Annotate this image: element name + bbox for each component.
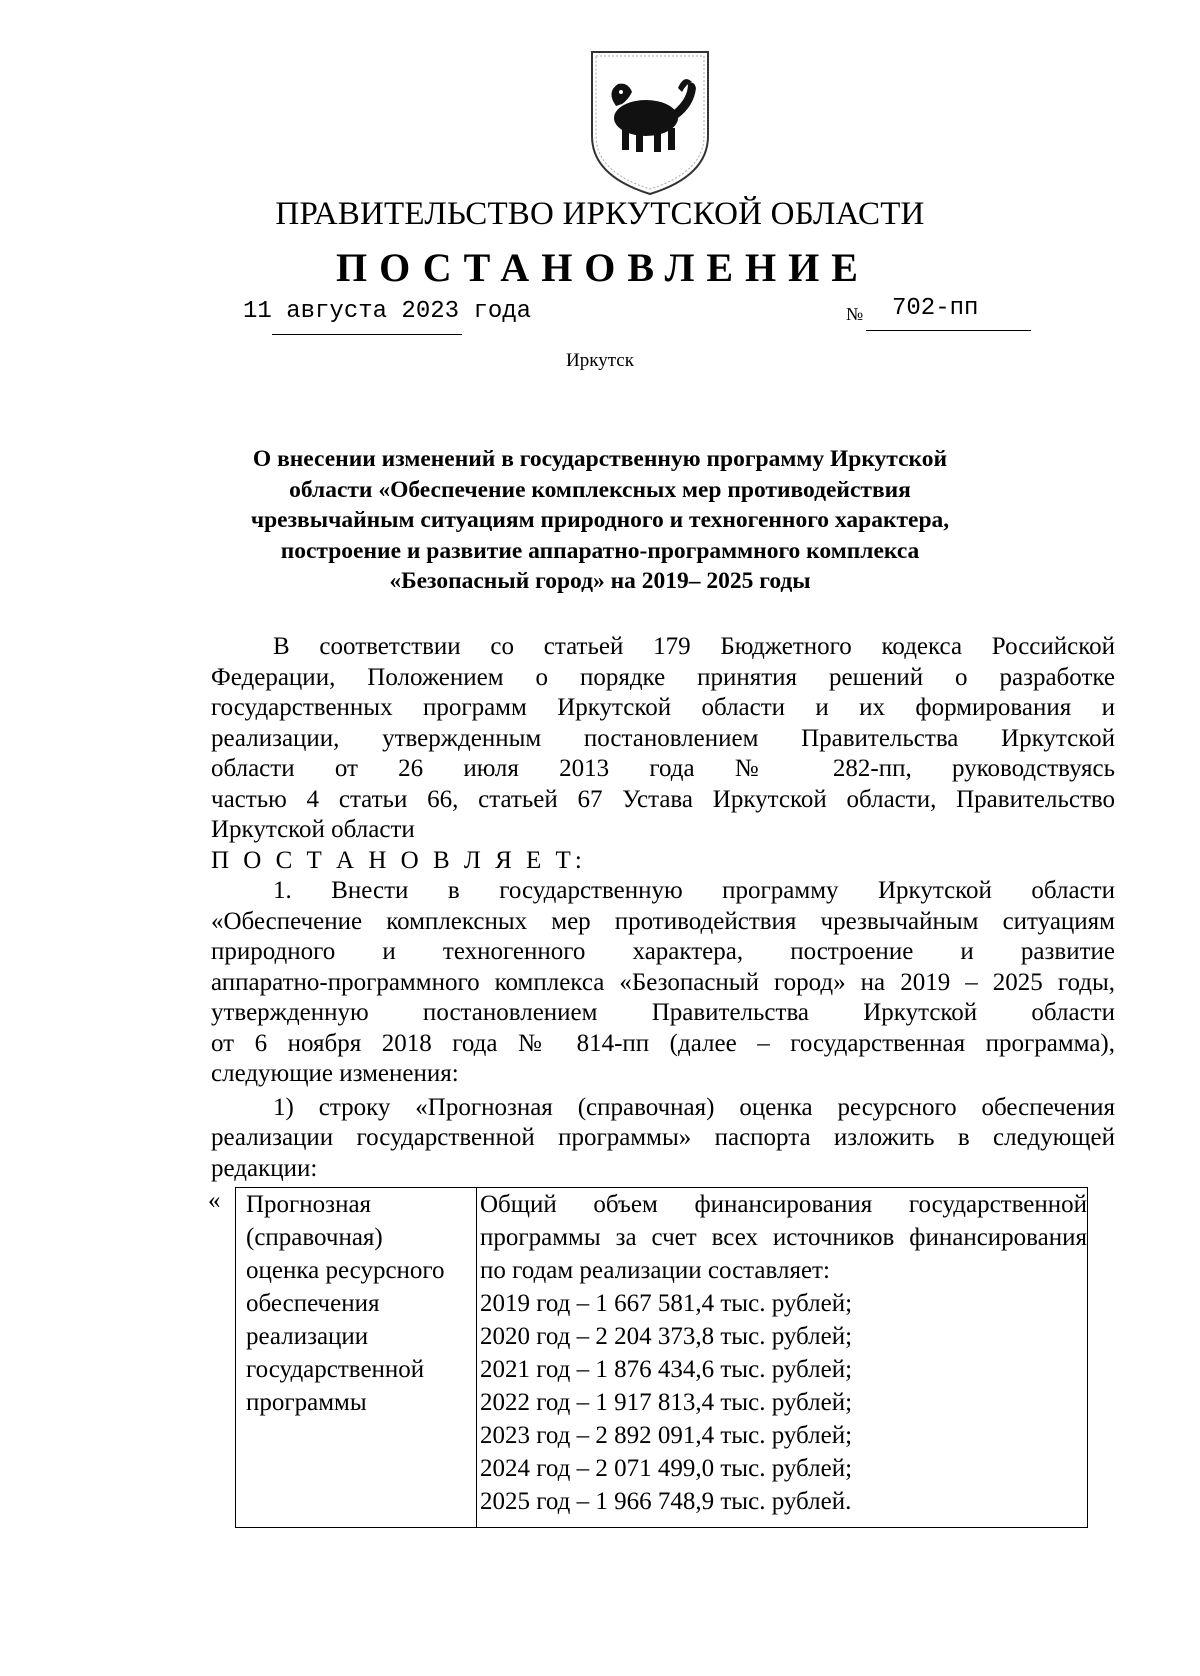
passport-row <box>236 1188 1088 1528</box>
funding-year-line: 2020 год – 2 204 373,8 тыс. рублей; <box>480 1323 853 1350</box>
subject-line: построение и развитие аппаратно-программного комплекса <box>280 537 920 564</box>
label-line: обеспечения <box>246 1290 380 1317</box>
subject-line: «Безопасный город» на 2019– 2025 годы <box>389 568 811 594</box>
label-line: оценка ресурсного <box>246 1257 445 1284</box>
label-line: государственной <box>246 1356 425 1383</box>
coat-of-arms-emblem <box>588 48 712 198</box>
funding-year-line: 2025 год – 1 966 748,9 тыс. рублей. <box>480 1488 852 1515</box>
document-number: 702-пп <box>892 295 979 322</box>
subject-line: области «Обеспечение комплексных мер противодействия <box>289 476 911 503</box>
funding-year-line: 2021 год – 1 876 434,6 тыс. рублей; <box>480 1356 853 1383</box>
funding-year-line: 2023 год – 2 892 091,4 тыс. рублей; <box>480 1422 853 1449</box>
number-sign: № <box>846 304 864 324</box>
passport-row-value <box>477 1188 1088 1528</box>
passport-table <box>235 1187 1088 1528</box>
preamble-line: государственных программ Иркутской области и их формирования и <box>211 694 1115 721</box>
item1-line: 1. Внести в государственную программу Иркутской области <box>273 877 1115 904</box>
subitem1-line: редакции: <box>211 1154 318 1182</box>
government-title: ПРАВИТЕЛЬСТВО ИРКУТСКОЙ ОБЛАСТИ <box>275 196 925 232</box>
item1-line: следующие изменения: <box>211 1060 459 1087</box>
preamble-paragraph <box>211 632 1115 1184</box>
item1-line: утвержденную постановлением Правительства Иркутской области <box>211 999 1115 1026</box>
label-line: (справочная) <box>246 1224 383 1251</box>
opening-quote: « <box>208 1187 221 1214</box>
funding-year-line: 2022 год – 1 917 813,4 тыс. рублей; <box>480 1389 853 1416</box>
subject-line: О внесении изменений в государственную программу Иркутской <box>252 446 948 472</box>
preamble-line: Федерации, Положением о порядке принятия решений о разработке <box>211 663 1115 691</box>
document-subject <box>240 444 960 597</box>
value-line: по годам реализации составляет: <box>480 1257 830 1284</box>
funding-year-line: 2019 год – 1 667 581,4 тыс. рублей; <box>480 1290 853 1317</box>
passport-row-label <box>236 1188 477 1528</box>
preamble-line: Иркутской области <box>211 816 415 843</box>
value-line: Общий объем финансирования государственной <box>480 1191 1087 1218</box>
subject-line: чрезвычайным ситуациям природного и техногенного характера, <box>250 507 950 533</box>
item1-line: аппаратно-программного комплекса «Безопасный город» на 2019 – 2025 годы, <box>211 968 1115 996</box>
label-line: реализации <box>246 1323 369 1350</box>
date-underline <box>272 334 462 335</box>
document-date: 11 августа 2023 года <box>243 298 532 325</box>
label-line: Прогнозная <box>246 1191 372 1218</box>
document-type-title: ПОСТАНОВЛЕНИЕ <box>336 245 870 290</box>
subitem1-line: 1) строку «Прогнозная (справочная) оценка ресурсного обеспечения <box>273 1093 1115 1121</box>
item1-line: от 6 ноября 2018 года № 814-пп (далее – государственная программа), <box>211 1029 1115 1057</box>
item1-line: «Обеспечение комплексных мер противодействия чрезвычайным ситуациям <box>211 907 1115 935</box>
subitem1-line: реализации государственной программы» паспорта изложить в следующей <box>211 1124 1115 1151</box>
preamble-line: реализации, утвержденным постановлением Правительства Иркутской <box>211 724 1115 752</box>
number-underline <box>866 330 1031 331</box>
document-city: Иркутск <box>566 350 634 371</box>
value-line: программы за счет всех источников финансирования <box>480 1224 1087 1251</box>
preamble-line: В соответствии со статьей 179 Бюджетного кодекса Российской <box>273 633 1115 660</box>
item1-line: природного и техногенного характера, построение и развитие <box>211 938 1115 965</box>
preamble-line: области от 26 июля 2013 года № 282-пп, руководствуясь <box>211 755 1115 782</box>
preamble-line: частью 4 статьи 66, статьей 67 Устава Иркутской области, Правительство <box>211 785 1115 813</box>
label-line: программы <box>246 1389 367 1416</box>
resolves-heading: П О С Т А Н О В Л Я Е Т: <box>211 846 586 874</box>
funding-year-line: 2024 год – 2 071 499,0 тыс. рублей; <box>480 1455 853 1482</box>
